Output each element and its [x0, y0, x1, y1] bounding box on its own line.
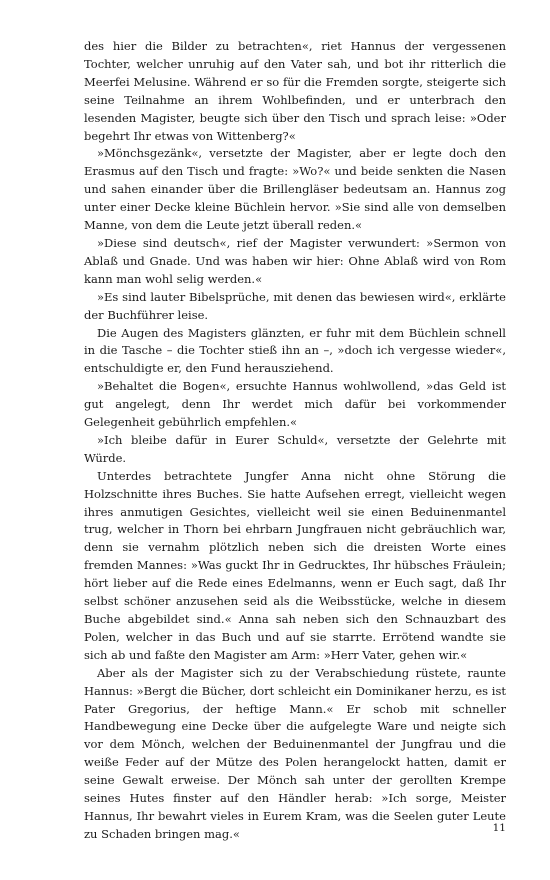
paragraph-4: »Es sind lauter Bibelsprüche, mit denen das bewiesen wird«, erklärte der Buchführer leise.	[84, 289, 506, 322]
paragraph-6: »Behaltet die Bogen«, ersuchte Hannus wohlwollend, »das Geld ist gut angelegt, denn Ihr werdet mich dafür bei vorkommender Gelegenheit gebührlich empfehlen.«	[84, 379, 506, 430]
paragraph-8: Unterdes betrachtete Jungfer Anna nicht ohne Störung die Holzschnitte ihres Buches. Sie hatte Aufsehen erregt, vielleicht wegen ihres anmutigen Gesichtes, vielleicht weil sie einen Beduinenmantel trug, welcher in Thorn bei ehrbarn Jungfrauen nicht gebräuchlich war, denn sie vernahm plötzlich neben sich die dreisten Worte eines fremden Mannes: »Was guckt Ihr in Gedrucktes, Ihr hübsches Fräulein; hört lieber auf die Rede eines Edelmanns, wenn er Euch sagt, daß Ihr selbst schöner anzusehen seid als die Weibsstücke, welche in diesem Buche abgebildet sind.« Anna sah neben sich den Schnauzbart des Polen, welcher in das Buch und auf sie starrte. Errötend wandte sie sich ab und faßte den Magister am Arm: »Herr Vater, gehen wir.«	[84, 468, 506, 662]
paragraph-7: »Ich bleibe dafür in Eurer Schuld«, versetzte der Gelehrte mit Würde.	[84, 432, 506, 465]
paragraph-2: »Mönchsgezänk«, versetzte der Magister, aber er legte doch den Erasmus auf den Tisch und fragte: »Wo?« und beide senkten die Nasen und sahen einander über die Brillengläser bedeutsam an. Hannus zog unter einer Decke kleine Büchlein hervor. »Sie sind alle von demselben Manne, von dem die Leute jetzt überall reden.«	[84, 146, 506, 233]
page-body	[84, 38, 506, 844]
paragraph-9: Aber als der Magister sich zu der Verabschiedung rüstete, raunte Hannus: »Bergt die Bücher, dort schleicht ein Dominikaner herzu, es ist Pater Gregorius, der heftige Mann.« Er schob mit schneller Handbewegung eine Decke über die aufgelegte Ware und neigte sich vor dem Mönch, welchen der Beduinenmantel der Jungfrau und die weiße Feder auf der Mütze des Polen herangelockt hatten, damit er seine Gewalt erweise. Der Mönch sah unter der gerollten Krempe seines Hutes finster auf den Händler herab: »Ich sorge, Meister Hannus, Ihr bewahrt vieles in Eurem Kram, was die Seelen guter Leute zu Schaden bringen mag.«	[84, 665, 506, 841]
paragraph-3: »Diese sind deutsch«, rief der Magister verwundert: »Sermon von Ablaß und Gnade. Und was haben wir hier: Ohne Ablaß wird von Rom kann man wohl selig werden.«	[84, 235, 506, 286]
paragraph-1: des hier die Bilder zu betrachten«, riet Hannus der vergessenen Tochter, welcher unruhig auf den Vater sah, und bot ihr ritterlich die Meerfei Melusine. Während er so für die Fremden sorgte, steigerte sich seine Teilnahme an ihrem Wohlbefinden, und er unterbrach den lesenden Magister, beugte sich über den Tisch und sprach leise: »Oder begehrt Ihr etwas von Wittenberg?«	[84, 39, 506, 143]
page-number: 11	[492, 822, 506, 834]
paragraph-5: Die Augen des Magisters glänzten, er fuhr mit dem Büchlein schnell in die Tasche – die Tochter stieß ihn an –, »doch ich vergesse wieder«, entschuldigte er, den Fund herausziehend.	[84, 325, 506, 376]
